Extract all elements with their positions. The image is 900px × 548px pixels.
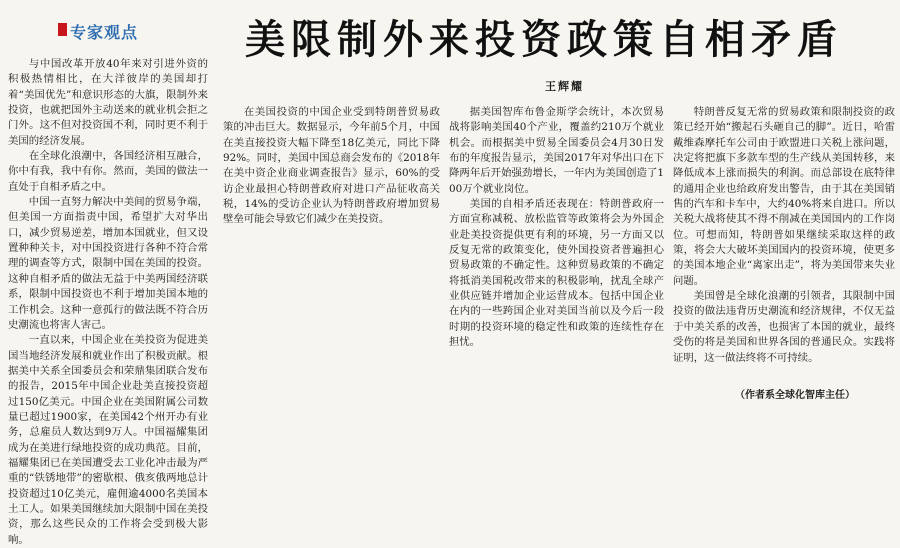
paragraph: 特朗普反复无常的贸易政策和限制投资的政策已经开始“搬起石头砸自己的脚”。近日，哈雷戴维森摩托车公司由于欧盟进口关税上涨问题，决定将把旗下多款车型的生产线从美国转移，来降低成本上涨而损失的利润。而总部设在底特律的通用企业也给政府发出警告，由于其在美国销售的汽车和卡车中，大约40%将来自进口。所以关税大战将使其不得不削减在美国国内的工作岗位。可想而知，特朗普如果继续采取这样的政策，将会大大破坏美国国内的投资环境，使更多的美国本地企业“离家出走”，将为美国带来失业问题。 bbox=[673, 106, 895, 287]
text-column-4 bbox=[673, 105, 895, 405]
column-badge bbox=[58, 20, 138, 42]
paragraph: 中国一直努力解决中美间的贸易争端，但美国一方面指责中国，希望扩大对华出口，减少贸易逆差，增加本国就业，但又设置种种关卡，对中国投资进行各种不符合常理的调查等方式，限制中国在美国的投资。这种自相矛盾的做法无益于中美两国经济联系，限制中国投资也不利于增加美国本地的工作机会。这种一意孤行的做法既不符合历史潮流也将害人害己。 bbox=[8, 196, 208, 331]
paragraph: 美国曾是全球化浪潮的引领者，其限制中国投资的做法违背历史潮流和经济规律，不仅无益于中美关系的改善，也损害了本国的就业，最终受伤的将是美国和世界各国的普通民众。实践将证明，这一做法终将不可持续。 bbox=[673, 290, 895, 364]
author: 王辉耀 bbox=[545, 80, 584, 93]
column-label: 专家观点 bbox=[70, 22, 139, 42]
author-note: （作者系全球化智库主任） bbox=[735, 390, 855, 401]
paragraph: 在全球化浪潮中，各国经济相互融合，你中有我，我中有你。然而，美国的做法一直处于自相矛盾之中。 bbox=[8, 150, 208, 193]
text-column-2 bbox=[223, 105, 440, 405]
text-column-3 bbox=[449, 105, 664, 405]
paragraph: 与中国改革开放40年来对引进外资的积极热情相比，在大洋彼岸的美国却打着“美国优先”和意识形态的大旗，限制外来投资，也就把国外主动送来的就业机会拒之门外。这不但对投资国不利，同时更不利于美国的经济发展。 bbox=[8, 58, 208, 147]
paragraph: 在美国投资的中国企业受到特朗普贸易政策的冲击巨大。数据显示，今年前5个月，中国在美直接投资大幅下降至18亿美元，同比下降92%。同时，美国中国总商会发布的《2018年在美中资企业商业调查报告》显示，60%的受访企业最担心特朗普政府对进口产品征收高关税，14%的受访企业认为特朗普政府增加贸易壁垒可能会导致它们减少在美投资。 bbox=[223, 106, 440, 226]
headline: 美限制外来投资政策自相矛盾 bbox=[245, 17, 843, 63]
text-column-1 bbox=[8, 57, 208, 546]
red-square-icon bbox=[58, 23, 67, 36]
paragraph: 美国的自相矛盾还表现在：特朗普政府一方面宣称减税、放松监管等政策将会为外国企业赴美投资提供更有利的环境，另一方面又以反复无常的政策变化，使外国投资者普遍担心贸易政策的不确定性。这种贸易政策的不确定将抵消美国税改带来的积极影响，扰乱全球产业供应链并增加企业运营成本。包括中国企业在内的一些跨国企业对美国当前以及今后一段时期的投资环境的稳定性和政策的连续性存在担忧。 bbox=[449, 198, 664, 349]
paragraph: 一直以来，中国企业在美投资为促进美国当地经济发展和就业作出了积极贡献。根据美中关系全国委员会和荣鼎集团联合发布的报告，2015年中国企业赴美直接投资超过150亿美元。中国企业在美国附属公司数量已超过1900家，在美国42个州开办有业务，总雇员人数达到9万人。中国福耀集团成为在美进行绿地投资的成功典范。目前，福耀集团已在美国遭受去工业化冲击最为严重的“铁锈地带”的密歇根、俄亥俄两地总计投资超过10亿美元，雇佣逾4000名美国本土工人。如果美国继续加大限制中国在美投资，那么这些民众的工作将会受到极大影响。 bbox=[8, 334, 208, 546]
paragraph: 据美国智库布鲁金斯学会统计，本次贸易战将影响美国40个产业，覆盖约210万个就业机会。而根据美中贸易全国委员会4月30日发布的年度报告显示，美国2017年对华出口在下降两年后开始强劲增长，一年内为美国创造了100万个就业岗位。 bbox=[449, 106, 664, 195]
